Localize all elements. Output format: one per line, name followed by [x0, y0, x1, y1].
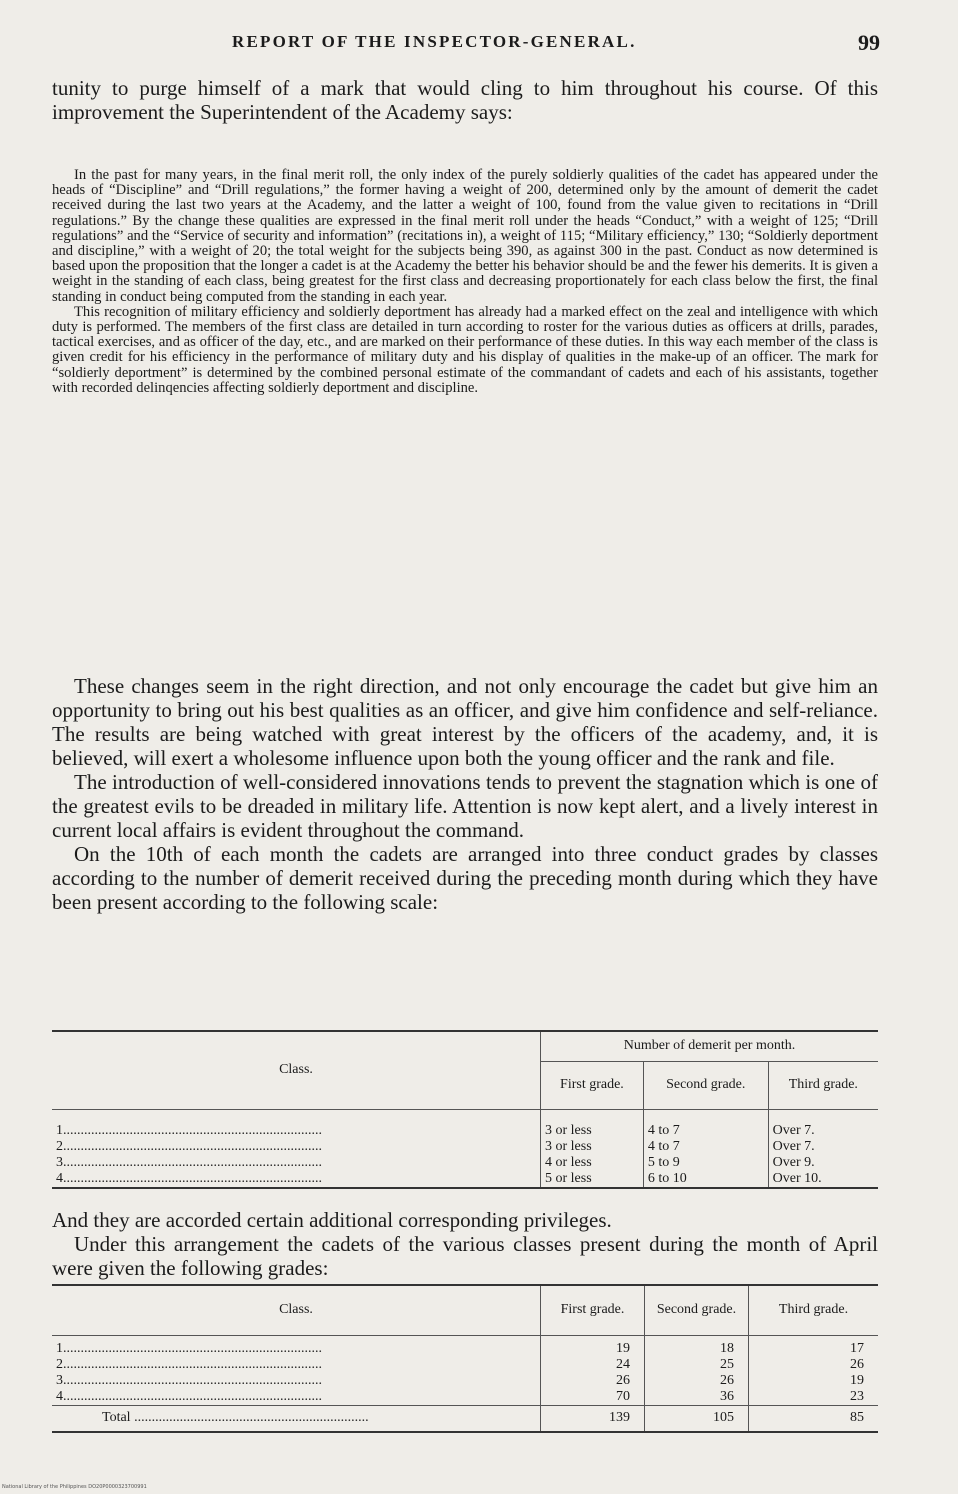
second-grade-header: Second grade.	[643, 1061, 768, 1109]
april-grades-table	[52, 1284, 878, 1433]
body-paragraphs	[52, 674, 878, 914]
first-grade-header: First grade.	[541, 1285, 645, 1335]
table-row: 1.......................................................................... 19 18 17	[52, 1341, 878, 1357]
total-third: 85	[749, 1406, 879, 1432]
privileges-paragraphs	[52, 1208, 878, 1280]
first-grade-header: First grade.	[541, 1061, 644, 1109]
scan-footer: National Library of the Philippines DO20P0000323700991	[2, 1484, 147, 1490]
page-header	[52, 30, 880, 58]
page-number: 99	[858, 30, 880, 55]
paragraph-april-grades: Under this arrangement the cadets of the various classes present during the month of April were given the following grades:	[52, 1232, 878, 1280]
class-header: Class.	[52, 1031, 541, 1109]
intro-paragraph: tunity to purge himself of a mark that would cling to him throughout his course. Of this improvement the Superintendent of the Academy says:	[52, 76, 878, 124]
table-row: 3.......................................................................... 26 26 19	[52, 1373, 878, 1389]
class-header: Class.	[279, 1302, 313, 1318]
paragraph-innovations: The introduction of well-considered innovations tends to prevent the stagnation which is one of the greatest evils to be dreaded in military life. Attention is now kept alert, and a lively interest in current local affairs is evident throughout the command.	[52, 770, 878, 842]
second-grade-header: Second grade.	[645, 1285, 749, 1335]
table-row: 3.......................................................................... 4 or less 5 to 9 Over 9.	[52, 1155, 878, 1171]
total-second: 105	[645, 1406, 749, 1432]
total-row: Total ................................................................... 139 105 85	[52, 1406, 878, 1432]
quoted-passage	[52, 168, 878, 396]
paragraph-changes: These changes seem in the right direction, and not only encourage the cadet but give him an opportunity to bring out his best qualities as an officer, and give him confidence and self-reliance. The results are being watched with great interest by the officers of the academy, and, it is believed, will exert a wholesome influence upon both the young officer and the rank and file.	[52, 674, 878, 770]
third-grade-header: Third grade.	[749, 1285, 879, 1335]
table-row: 4.......................................................................... 5 or less 6 to 10 Over 10.	[52, 1171, 878, 1188]
table-row: 4.......................................................................... 70 36 23	[52, 1389, 878, 1406]
demerit-scale-table-wrap	[52, 1030, 878, 1189]
table-row: 1.......................................................................... 3 or less 4 to 7 Over 7.	[52, 1123, 878, 1139]
april-grades-table-wrap	[52, 1284, 878, 1433]
paragraph-conduct-grades: On the 10th of each month the cadets are arranged into three conduct grades by classes according to the number of demerit received during the preceding month during which they have been present according to the following scale:	[52, 842, 878, 914]
quote-paragraph-1: In the past for many years, in the final merit roll, the only index of the purely soldierly qualities of the cadet has appeared under the heads of “Discipline” and “Drill regulations,” the former having a weight of 200, determined only by the amount of demerit the cadet received during the last two years at the Academy, and the latter a weight of 100, found from the value given to recitations in “Drill regulations.” By the change these qualities are expressed in the final merit roll under the heads “Conduct,” with a weight of 125; “Drill regulations” and the “Service of security and information” (recitations in), a weight of 115; “Military efficiency,” 130; “Soldierly deportment and discipline,” with a weight of 20; the total weight for the subjects being 390, as against 300 in the past. Conduct as now determined is based upon the proposition that the longer a cadet is at the Academy the better his behavior should be and the fewer his demerits. It is given a weight in the standing of each class, being greatest for the first class and decreasing proportionately for each class below the first, the final standing in conduct being computed from the standing in each year.	[52, 167, 878, 305]
table-row: 2.......................................................................... 3 or less 4 to 7 Over 7.	[52, 1139, 878, 1155]
paragraph-privileges: And they are accorded certain additional corresponding privileges.	[52, 1208, 612, 1232]
total-first: 139	[541, 1406, 645, 1432]
total-label: Total	[102, 1410, 131, 1426]
quote-paragraph-2: This recognition of military efficiency and soldierly deportment has already had a marked effect on the zeal and intelligence with which duty is performed. The members of the first class are detailed in turn according to roster for the various duties as officers at drills, parades, tactical exercises, and as officer of the day, etc., and are marked on their performance of these duties. In this way each member of the class is given credit for his efficiency in the performance of military duty and his display of qualities in the make-up of an officer. The mark for “soldierly deportment” is determined by the combined personal estimate of the commandant of cadets and each of his assistants, together with recorded delinqencies affecting soldierly deportment and discipline.	[52, 303, 878, 396]
running-title: REPORT OF THE INSPECTOR-GENERAL.	[232, 32, 637, 51]
table-row: 2.......................................................................... 24 25 26	[52, 1357, 878, 1373]
demerit-scale-table	[52, 1030, 878, 1189]
demerit-group-header: Number of demerit per month.	[541, 1031, 879, 1061]
third-grade-header: Third grade.	[768, 1061, 878, 1109]
